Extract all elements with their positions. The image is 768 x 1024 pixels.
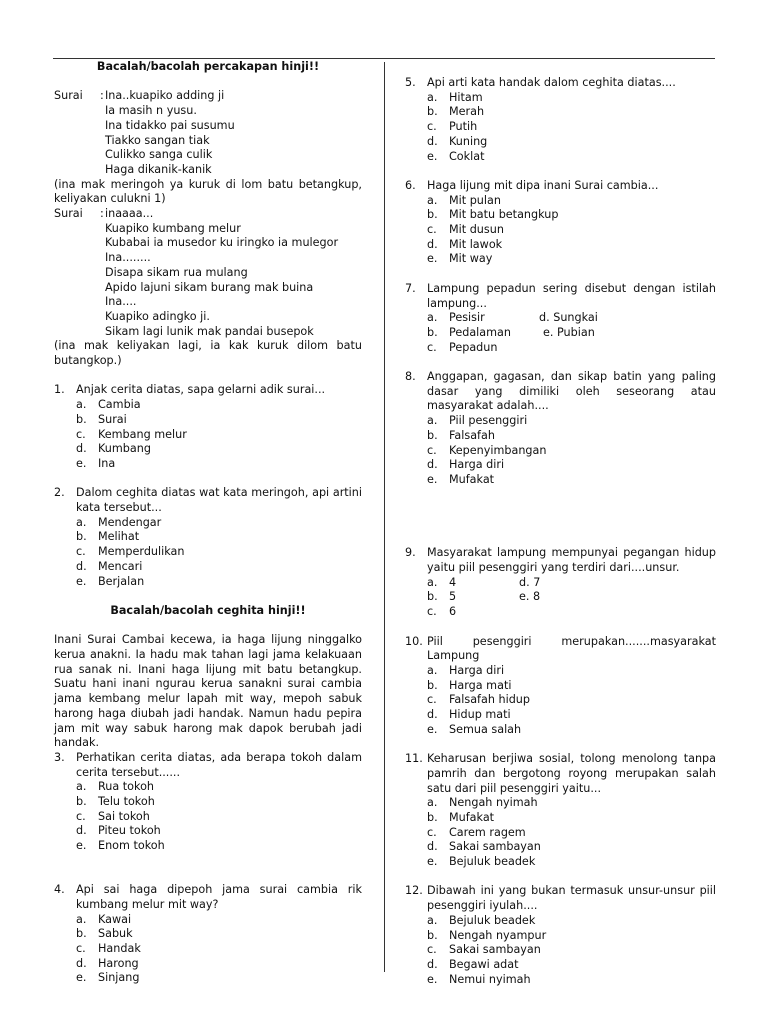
question-text: Haga lijung mit dipa inani Surai cambia...	[427, 178, 659, 192]
story-paragraph: Inani Surai Cambai kecewa, ia haga lijung ninggalko kerua anakni. Ia hadu mak tahan lagi jama kelakuaan rua sanak ni. Inani haga lijung mit batu betangkup. Suatu hani inani ngurau kerua sanakni surai cambia jama kembang melur lapah mit way, mepoh sabuk harong haga diubah jadi handak. Namun hadu pepira jam mit way sabuk harong mak dapok berubah jadi handak.	[54, 633, 362, 750]
question-2	[54, 486, 362, 515]
option[interactable]: b. Melihat	[76, 530, 140, 544]
question-text: Anggapan, gagasan, dan sikap batin yang paling dasar yang dimiliki oleh seseorang atau masyarakat adalah....	[427, 370, 716, 413]
option[interactable]: b. Sabuk	[76, 927, 133, 941]
left-column	[54, 60, 362, 986]
column-divider	[384, 62, 385, 972]
option[interactable]: c. Pepadun	[427, 340, 498, 354]
option-pair[interactable]: b. 5 e. 8	[427, 590, 541, 604]
option[interactable]: a. Bejuluk beadek	[427, 913, 536, 927]
question-number: 8.	[405, 370, 416, 384]
option[interactable]: c. Handak	[76, 942, 141, 956]
option-pair[interactable]: b. Pedalaman e. Pubian	[427, 325, 595, 339]
option[interactable]: a. Nengah nyimah	[427, 796, 538, 810]
question-text: Keharusan berjiwa sosial, tolong menolong tanpa pamrih dan bergotong royong merupakan salah satu dari piil pesenggiri yaitu...	[427, 752, 716, 795]
question-5	[405, 76, 716, 91]
option[interactable]: c. Kepenyimbangan	[427, 443, 547, 457]
question-text: Dalom ceghita diatas wat kata meringoh, api artini kata tersebut...	[76, 486, 362, 515]
question-number: 7.	[405, 281, 416, 295]
question-number: 11.	[405, 752, 423, 766]
stage-note: (ina mak meringoh ya kuruk di lom batu betangkup, keliyakan culukni 1)	[54, 177, 362, 206]
option[interactable]: c. Falsafah hidup	[427, 693, 530, 707]
option[interactable]: d. Harga diri	[427, 458, 505, 472]
option[interactable]: a. Piil pesenggiri	[427, 414, 528, 428]
option[interactable]: e. Enom tokoh	[76, 839, 165, 853]
question-8	[405, 370, 716, 414]
option[interactable]: e. Ina	[76, 456, 116, 470]
dialog-line: Culikko sanga culik	[105, 148, 213, 162]
option[interactable]: b. Nengah nyampur	[427, 928, 547, 942]
dialog-line: Kuapiko adingko ji.	[105, 309, 210, 323]
option[interactable]: b. Surai	[76, 412, 127, 426]
dialog-line: Apido lajuni sikam burang mak buina	[105, 280, 314, 294]
dialog-line: Haga dikanik-kanik	[105, 162, 212, 176]
speaker-name: Surai	[54, 89, 83, 103]
option[interactable]: c. Kembang melur	[76, 427, 187, 441]
option[interactable]: a. Mit pulan	[427, 193, 501, 207]
dialog-line: Sikam lagi lunik mak pandai busepok	[105, 324, 314, 338]
question-number: 1.	[54, 383, 65, 397]
option-pair[interactable]: a. 4 d. 7	[427, 575, 541, 589]
option[interactable]: e. Mit way	[427, 252, 493, 266]
dialog-line: Ina..kuapiko adding ji	[105, 89, 225, 103]
dialog-line: Tiakko sangan tiak	[105, 133, 210, 147]
option[interactable]: d. Kuning	[427, 134, 488, 148]
option[interactable]: e. Coklat	[427, 149, 485, 163]
option[interactable]: d. Kumbang	[76, 442, 151, 456]
option[interactable]: a. Cambia	[76, 398, 141, 412]
question-number: 12.	[405, 884, 423, 898]
dialog-line: Ina tidakko pai susumu	[105, 118, 235, 132]
option[interactable]: e. Bejuluk beadek	[427, 855, 536, 869]
top-rule	[53, 58, 715, 59]
option[interactable]: d. Hidup mati	[427, 708, 511, 722]
option[interactable]: d. Mencari	[76, 559, 143, 573]
option[interactable]: e. Semua salah	[427, 722, 522, 736]
option[interactable]: b. Harga mati	[427, 678, 512, 692]
question-text: Perhatikan cerita diatas, ada berapa tokoh dalam cerita tersebut......	[76, 750, 362, 779]
option[interactable]: c. Memperdulikan	[76, 545, 185, 559]
stage-note: (ina mak keliyakan lagi, ia kak kuruk dilom batu butangkop.)	[54, 339, 362, 368]
option[interactable]: b. Mit batu betangkup	[427, 208, 559, 222]
option[interactable]: b. Mufakat	[427, 810, 495, 824]
dialog-line: inaaaa...	[105, 207, 154, 221]
question-number: 9.	[405, 546, 416, 560]
question-number: 3.	[54, 750, 65, 764]
option[interactable]: c. Carem ragem	[427, 825, 526, 839]
option[interactable]: a. Mendengar	[76, 515, 162, 529]
question-text: Anjak cerita diatas, sapa gelarni adik surai...	[76, 383, 326, 397]
question-number: 10.	[405, 634, 423, 648]
option[interactable]: d. Sakai sambayan	[427, 840, 541, 854]
dialog-line: Ina........	[105, 251, 151, 265]
section-title-story: Bacalah/bacolah ceghita hinji!!	[110, 603, 306, 617]
option[interactable]: e. Sinjang	[76, 971, 140, 985]
dialog-line: Kuapiko kumbang melur	[105, 221, 241, 235]
option[interactable]: e. Berjalan	[76, 574, 145, 588]
question-text: Piil pesenggiri merupakan.......masyarakat Lampung	[427, 634, 716, 663]
question-4	[54, 883, 362, 912]
option[interactable]: a. Rua tokoh	[76, 780, 155, 794]
question-9	[405, 546, 716, 575]
question-number: 4.	[54, 883, 65, 897]
option[interactable]: c. Mit dusun	[427, 223, 504, 237]
question-6	[405, 179, 716, 194]
option-pair[interactable]: a. Pesisir d. Sungkai	[427, 311, 598, 325]
question-number: 5.	[405, 76, 416, 89]
option[interactable]: d. Begawi adat	[427, 957, 519, 971]
option[interactable]: d. Piteu tokoh	[76, 824, 161, 838]
option[interactable]: a. Kawai	[76, 912, 132, 926]
right-column	[405, 76, 716, 987]
dialog-line: Ia masih n yusu.	[105, 104, 197, 118]
question-text: Api arti kata handak dalom ceghita diatas....	[427, 76, 676, 89]
question-7	[405, 282, 716, 311]
dialog-line: Kubabai ia musedor ku iringko ia mulegor	[105, 236, 339, 250]
question-1	[54, 383, 362, 398]
question-12	[405, 884, 716, 913]
question-text: Dibawah ini yang bukan termasuk unsur-unsur piil pesenggiri iyulah....	[427, 884, 716, 913]
section-title-dialog: Bacalah/bacolah percakapan hinji!!	[96, 60, 320, 73]
option[interactable]: b. Merah	[427, 105, 485, 119]
option[interactable]: a. Hitam	[427, 90, 483, 104]
option[interactable]: e. Nemui nyimah	[427, 972, 531, 986]
dialog-block-2: Surai : inaaaa... Kuapiko kumbang melur Kubabai ia musedor ku iringko ia mulegor Ina........ Disapa sikam rua mulang Apido lajuni sikam burang mak buina Ina.... Kuapiko adingko ji. Sikam lagi lunik mak pandai busepok	[54, 207, 339, 338]
dialog-line: Disapa sikam rua mulang	[105, 265, 248, 279]
question-number: 6.	[405, 178, 416, 192]
question-text: Masyarakat lampung mempunyai pegangan hidup yaitu piil pesenggiri yang terdiri dari....unsur.	[427, 546, 716, 575]
option[interactable]: c. Sakai sambayan	[427, 943, 541, 957]
question-3	[54, 751, 362, 780]
question-text: Lampung pepadun sering disebut dengan istilah lampung...	[427, 281, 716, 310]
option[interactable]: b. Telu tokoh	[76, 795, 155, 809]
option[interactable]: c. Sai tokoh	[76, 809, 150, 823]
option[interactable]: a. Harga diri	[427, 663, 505, 677]
option[interactable]: c. Putih	[427, 120, 478, 134]
question-number: 2.	[54, 486, 65, 500]
dialog-line: Ina....	[105, 295, 137, 309]
question-10	[405, 635, 716, 664]
dialog-block-1: Surai : Ina..kuapiko adding ji Ia masih n yusu. Ina tidakko pai susumu Tiakko sangan tiak Culikko sanga culik Haga dikanik-kanik	[54, 89, 235, 176]
option[interactable]: e. Mufakat	[427, 472, 495, 486]
question-11	[405, 752, 716, 796]
option[interactable]: c. 6	[427, 605, 457, 619]
option[interactable]: b. Falsafah	[427, 428, 495, 442]
option[interactable]: d. Harong	[76, 956, 139, 970]
option[interactable]: d. Mit lawok	[427, 237, 503, 251]
speaker-name: Surai	[54, 207, 83, 221]
question-text: Api sai haga dipepoh jama surai cambia rik kumbang melur mit way?	[76, 883, 362, 911]
